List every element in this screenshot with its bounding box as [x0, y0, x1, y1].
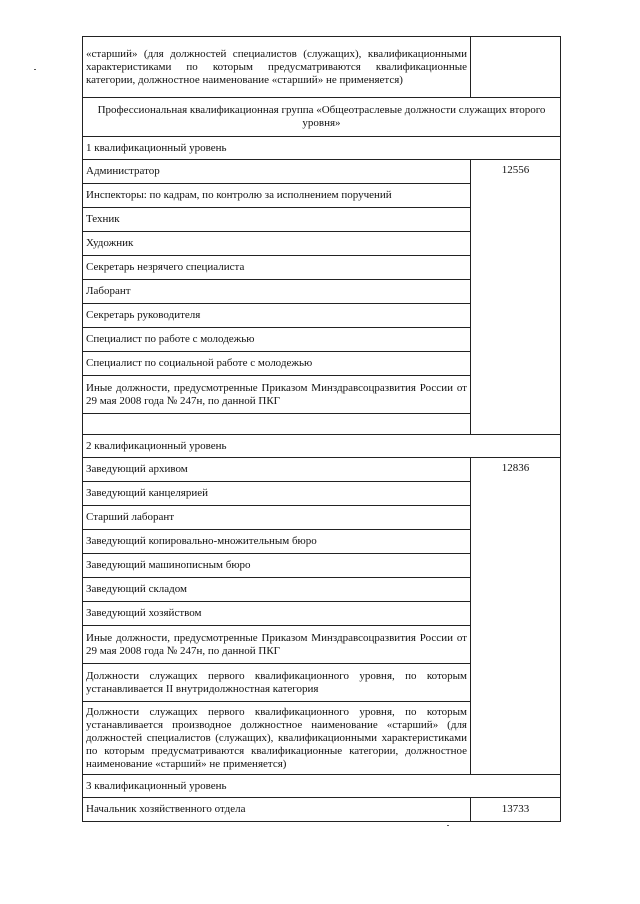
position-cell: Должности служащих первого квалификационного уровня, по которым устанавливается производное должностное наименование «старший» (для должностей специалистов (служащих), квалификационными характеристиками по которым предусматриваются квалификационные категории, должностное наименование «старший» не применяется)	[83, 702, 471, 775]
position-cell: Заведующий архивом	[83, 458, 471, 482]
table-row	[83, 798, 561, 822]
position-cell: «старший» (для должностей специалистов (служащих), квалификационными характеристиками по которым предусматриваются квалификационные категории, должностное наименование «старший» не применяется)	[83, 37, 471, 98]
level-row	[83, 137, 561, 160]
position-cell: Старший лаборант	[83, 506, 471, 530]
position-cell: Секретарь незрячего специалиста	[83, 256, 471, 280]
position-cell: Специалист по социальной работе с молодежью	[83, 352, 471, 376]
level-row	[83, 435, 561, 458]
salary-cell: 13733	[471, 798, 561, 822]
scan-speck	[447, 825, 449, 826]
position-cell: Администратор	[83, 160, 471, 184]
group-heading-row	[83, 98, 561, 137]
scan-speck	[34, 69, 36, 70]
blank-cell	[83, 414, 471, 435]
position-cell: Иные должности, предусмотренные Приказом Минздравсоцразвития России от 29 мая 2008 года № 247н, по данной ПКГ	[83, 626, 471, 664]
position-cell: Заведующий канцелярией	[83, 482, 471, 506]
position-cell: Заведующий складом	[83, 578, 471, 602]
position-cell: Заведующий хозяйством	[83, 602, 471, 626]
table-row	[83, 37, 561, 98]
position-cell: Техник	[83, 208, 471, 232]
salary-cell: 12556	[471, 160, 561, 435]
level-heading: 2 квалификационный уровень	[83, 435, 561, 458]
table-row	[83, 458, 561, 482]
position-cell: Инспекторы: по кадрам, по контролю за исполнением поручений	[83, 184, 471, 208]
position-cell: Заведующий копировально-множительным бюро	[83, 530, 471, 554]
table-row	[83, 160, 561, 184]
group-heading: Профессиональная квалификационная группа «Общеотраслевые должности служащих второго уровня»	[83, 98, 561, 137]
position-cell: Лаборант	[83, 280, 471, 304]
position-cell: Начальник хозяйственного отдела	[83, 798, 471, 822]
position-cell: Иные должности, предусмотренные Приказом Минздравсоцразвития России от 29 мая 2008 года № 247н, по данной ПКГ	[83, 376, 471, 414]
position-cell: Секретарь руководителя	[83, 304, 471, 328]
level-row	[83, 775, 561, 798]
salary-table	[82, 36, 561, 822]
position-cell: Заведующий машинописным бюро	[83, 554, 471, 578]
level-heading: 1 квалификационный уровень	[83, 137, 561, 160]
salary-cell: 12836	[471, 458, 561, 775]
level-heading: 3 квалификационный уровень	[83, 775, 561, 798]
salary-cell	[471, 37, 561, 98]
position-cell: Специалист по работе с молодежью	[83, 328, 471, 352]
position-cell: Художник	[83, 232, 471, 256]
position-cell: Должности служащих первого квалификационного уровня, по которым устанавливается II внутридолжностная категория	[83, 664, 471, 702]
